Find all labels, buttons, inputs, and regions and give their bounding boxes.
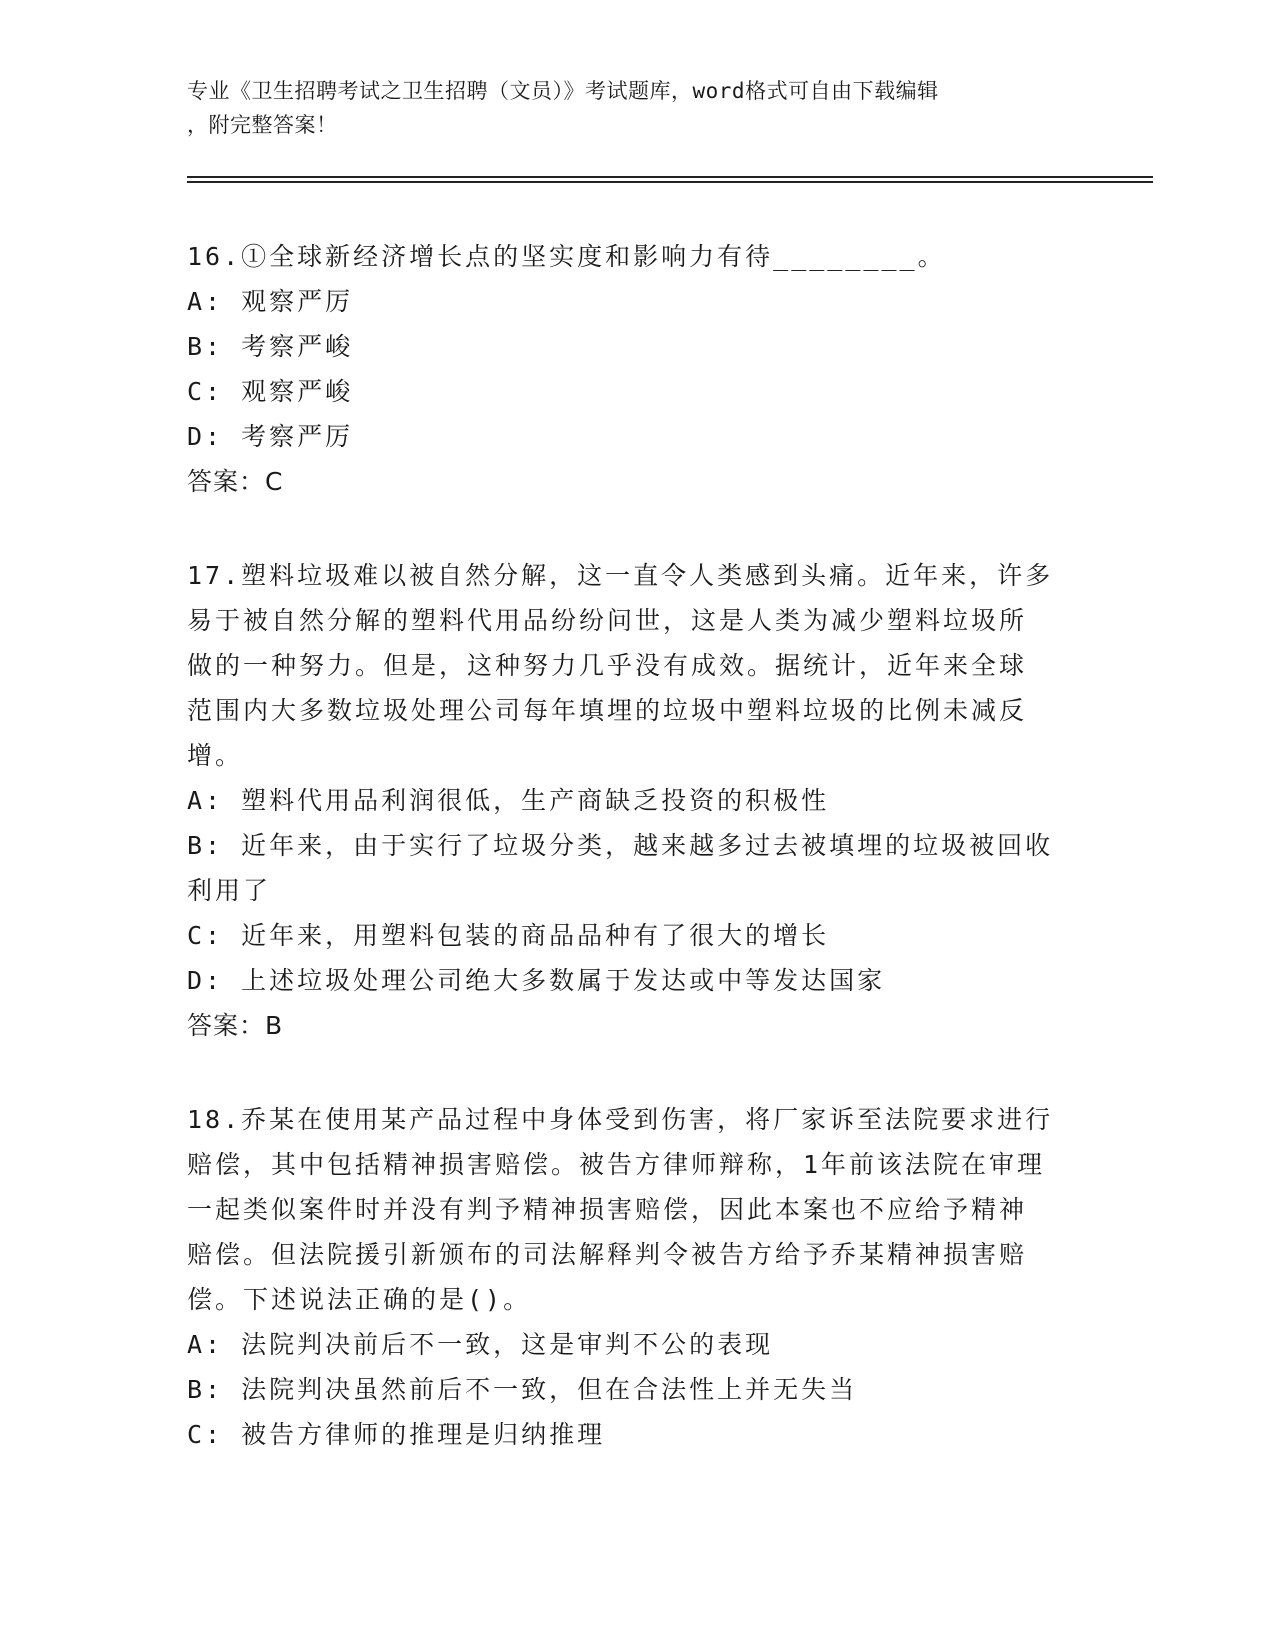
- question-17: [187, 553, 1087, 1048]
- document-header: [187, 74, 1077, 142]
- answer: 答案：C: [187, 467, 284, 496]
- question-stem-line: 18.乔某在使用某产品过程中身体受到伤害，将厂家诉至法院要求进行: [187, 1105, 1054, 1134]
- option-b: B: 考察严峻: [187, 332, 354, 361]
- option-b: B: 近年来，由于实行了垃圾分类，越来越多过去被填埋的垃圾被回收: [187, 831, 1054, 860]
- header-divider-bottom: [187, 181, 1153, 183]
- answer: 答案：B: [187, 1011, 284, 1040]
- question-stem-line: 范围内大多数垃圾处理公司每年填埋的垃圾中塑料垃圾的比例未减反: [187, 696, 1028, 725]
- option-d: D: 上述垃圾处理公司绝大多数属于发达或中等发达国家: [187, 966, 886, 995]
- option-c: C: 被告方律师的推理是归纳推理: [187, 1420, 606, 1449]
- question-stem-line: 赔偿。但法院援引新颁布的司法解释判令被告方给予乔某精神损害赔: [187, 1240, 1028, 1269]
- option-b-continued: 利用了: [187, 876, 272, 905]
- option-d: D: 考察严厉: [187, 422, 354, 451]
- question-18: [187, 1097, 1087, 1457]
- question-stem-line: 易于被自然分解的塑料代用品纷纷问世，这是人类为减少塑料垃圾所: [187, 606, 1028, 635]
- question-stem-line: 做的一种努力。但是，这种努力几乎没有成效。据统计，近年来全球: [187, 651, 1028, 680]
- question-stem-line: 17.塑料垃圾难以被自然分解，这一直令人类感到头痛。近年来，许多: [187, 561, 1054, 590]
- option-b: B: 法院判决虽然前后不一致，但在合法性上并无失当: [187, 1375, 858, 1404]
- question-stem: 16.①全球新经济增长点的坚实度和影响力有待________。: [187, 242, 946, 271]
- option-a: A: 塑料代用品利润很低，生产商缺乏投资的积极性: [187, 786, 830, 815]
- header-line-2: ，附完整答案！: [187, 113, 338, 137]
- question-stem-line: 增。: [187, 741, 244, 770]
- question-stem-line: 偿。下述说法正确的是()。: [187, 1285, 532, 1314]
- option-a: A: 观察严厉: [187, 287, 354, 316]
- option-a: A: 法院判决前后不一致，这是审判不公的表现: [187, 1330, 774, 1359]
- question-16: [187, 234, 1087, 504]
- question-stem-line: 一起类似案件时并没有判予精神损害赔偿，因此本案也不应给予精神: [187, 1195, 1028, 1224]
- option-c: C: 近年来，用塑料包装的商品品种有了很大的增长: [187, 921, 830, 950]
- header-divider-top: [187, 176, 1153, 178]
- question-stem-line: 赔偿，其中包括精神损害赔偿。被告方律师辩称，1年前该法院在审理: [187, 1150, 1046, 1179]
- header-line-1: 专业《卫生招聘考试之卫生招聘（文员）》考试题库，word格式可自由下载编辑: [187, 79, 939, 103]
- option-c: C: 观察严峻: [187, 377, 354, 406]
